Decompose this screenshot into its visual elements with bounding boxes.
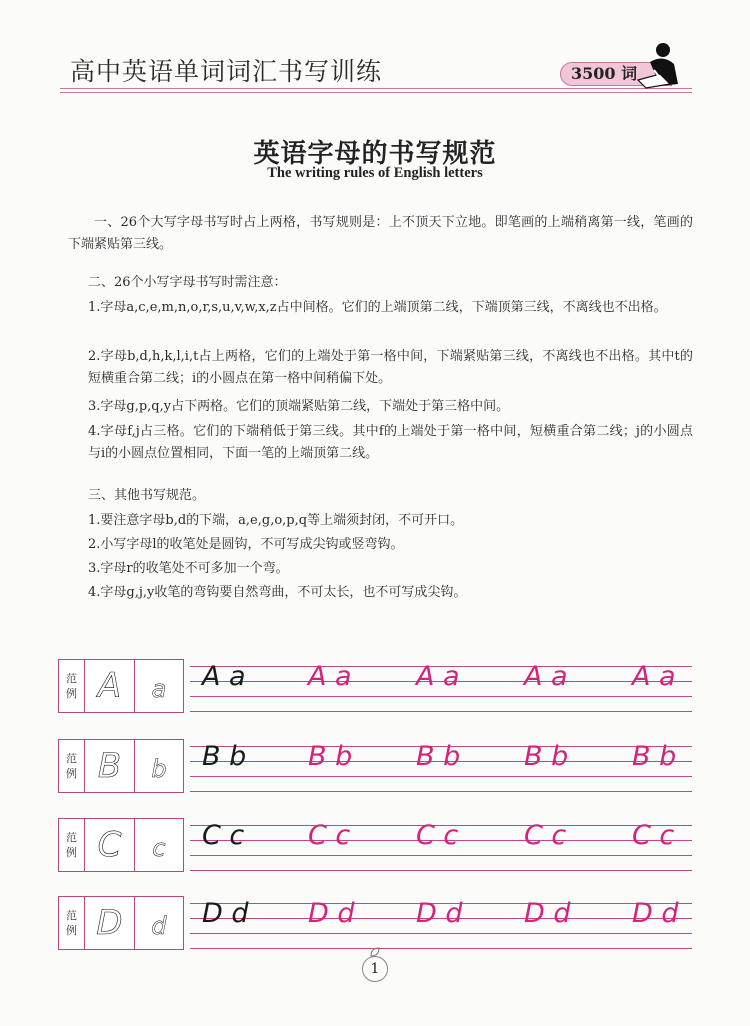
sample-pair-d: D d xyxy=(202,898,249,929)
lower-glyph-c: c xyxy=(152,834,166,862)
writing-lines-a xyxy=(190,656,692,716)
rule-section-2-heading: 二、26个小写字母书写时需注意： xyxy=(88,275,287,290)
trace-pair-b-4: B b xyxy=(632,741,677,772)
lower-glyph-d: d xyxy=(151,912,167,940)
trace-pair-a-4: A a xyxy=(632,661,676,692)
upper-glyph-d: D xyxy=(96,903,123,943)
example-upper-c xyxy=(85,819,135,871)
example-box-d xyxy=(58,896,184,950)
writing-lines-b xyxy=(190,736,692,796)
trace-pair-b-1: B b xyxy=(308,741,353,772)
example-lower-b xyxy=(135,740,183,792)
example-label: 范 例 xyxy=(59,819,85,871)
rule-2-item-2: 2.字母b,d,h,k,l,i,t占上两格，它们的上端处于第一格中间，下端紧贴第三线，不离线也不出格。其中t的短横重合第二线；i的小圆点在第一格中间稍偏下处。 xyxy=(88,349,693,386)
sample-pair-a: A a xyxy=(202,661,246,692)
sample-pair-b: B b xyxy=(202,741,247,772)
example-upper-b xyxy=(85,740,135,792)
example-box-c xyxy=(58,818,184,872)
word-count-label: 3500 词 xyxy=(571,64,638,83)
rule-3-item-1: 1.要注意字母b,d的下端，a,e,g,o,p,q等上端须封闭，不可开口。 xyxy=(88,513,464,528)
writing-lines-d xyxy=(190,893,692,953)
example-upper-d xyxy=(85,897,135,949)
trace-pair-d-4: D d xyxy=(632,898,679,929)
page-title: 英语字母的书写规范 xyxy=(253,139,497,169)
upper-glyph-c: C xyxy=(97,825,122,865)
rule-3-item-4: 4.字母g,j,y收笔的弯钩要自然弯曲，不可太长，也不可写成尖钩。 xyxy=(88,585,467,600)
trace-pair-a-3: A a xyxy=(524,661,568,692)
example-box-a xyxy=(58,659,184,713)
rule-3-item-2: 2.小写字母l的收笔处是圆钩，不可写成尖钩或竖弯钩。 xyxy=(88,537,404,552)
upper-glyph-a: A xyxy=(97,666,122,706)
trace-pair-c-3: C c xyxy=(524,820,567,851)
rule-2-item-4: 4.字母f,j占三格。它们的下端稍低于第三线。其中f的上端处于第一格中间，短横重合第二线；j的小圆点与i的小圆点位置相同，下面一笔的上端顶第二线。 xyxy=(88,424,693,461)
page-subtitle: The writing rules of English letters xyxy=(267,165,483,181)
header-rule-2 xyxy=(60,92,692,93)
sample-pair-c: C c xyxy=(202,820,245,851)
trace-pair-a-2: A a xyxy=(416,661,460,692)
example-upper-a xyxy=(85,660,135,712)
example-label: 范 例 xyxy=(59,740,85,792)
example-lower-c xyxy=(135,819,183,871)
rule-section-1: 一、26个大写字母书写时占上两格，书写规则是：上不顶天下立地。即笔画的上端稍离第一线，笔画的下端紧贴第三线。 xyxy=(68,215,693,252)
header-rule xyxy=(60,88,692,89)
trace-pair-c-2: C c xyxy=(416,820,459,851)
trace-pair-b-3: B b xyxy=(524,741,569,772)
trace-pair-d-3: D d xyxy=(524,898,571,929)
trace-pair-b-2: B b xyxy=(416,741,461,772)
example-box-b xyxy=(58,739,184,793)
page-number: 1 xyxy=(362,956,388,982)
trace-pair-c-4: C c xyxy=(632,820,675,851)
upper-glyph-b: B xyxy=(97,746,122,786)
writing-lines-c xyxy=(190,815,692,875)
trace-pair-a-1: A a xyxy=(308,661,352,692)
example-lower-d xyxy=(135,897,183,949)
rule-2-item-3: 3.字母g,p,q,y占下两格。它们的顶端紧贴第二线，下端处于第三格中间。 xyxy=(88,399,510,414)
lower-glyph-b: b xyxy=(151,755,167,783)
rule-2-item-1: 1.字母a,c,e,m,n,o,r,s,u,v,w,x,z占中间格。它们的上端顶第二线，下端顶第三线，不离线也不出格。 xyxy=(88,300,667,315)
trace-pair-c-1: C c xyxy=(308,820,351,851)
rule-3-item-3: 3.字母r的收笔处不可多加一个弯。 xyxy=(88,561,289,576)
example-lower-a xyxy=(135,660,183,712)
header-title: 高中英语单词词汇书写训练 xyxy=(70,57,383,86)
trace-pair-d-2: D d xyxy=(416,898,463,929)
student-writing-icon xyxy=(630,40,682,92)
rule-section-3-heading: 三、其他书写规范。 xyxy=(88,488,206,503)
lower-glyph-a: a xyxy=(151,675,167,703)
example-label: 范 例 xyxy=(59,660,85,712)
example-label: 范 例 xyxy=(59,897,85,949)
trace-pair-d-1: D d xyxy=(308,898,355,929)
